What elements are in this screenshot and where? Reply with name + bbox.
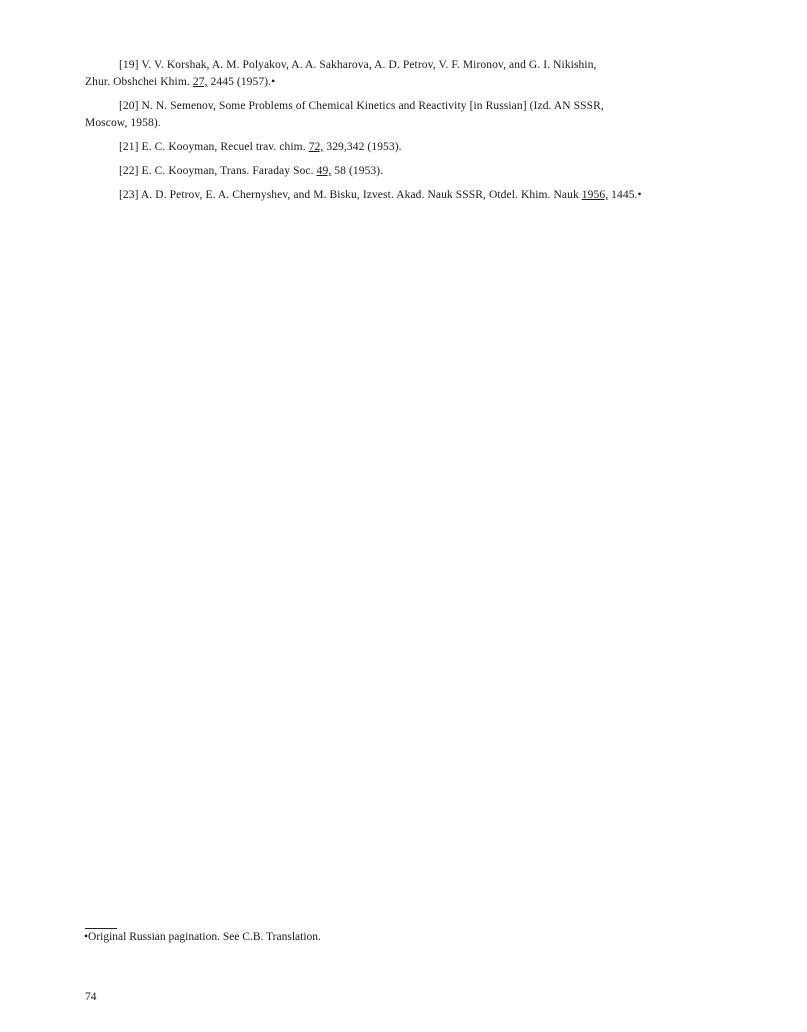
ref-pages: 2445 (1957).• [210,76,276,88]
ref-volume: 1956, [581,189,609,201]
reference-22 [119,163,383,180]
ref-volume: 49, [316,165,332,177]
ref-volume: 27, [192,76,208,88]
ref-number: [20] [119,100,139,112]
reference-23 [119,187,642,204]
ref-text: N. N. Semenov, Some Problems of Chemical Kinetics and Reactivity [in Russian] (Izd. AN SSSR, [141,100,604,112]
footnote-rule [85,928,117,929]
ref-number: [23] [119,189,139,201]
reference-21 [119,139,402,156]
ref-number: [22] [119,165,139,177]
ref-number: [21] [119,141,139,153]
page-number: 74 [85,991,97,1003]
ref-text: V. V. Korshak, A. M. Polyakov, A. A. Sakharova, A. D. Petrov, V. F. Mironov, and G. I. Nikishin, [141,59,597,71]
ref-text: A. D. Petrov, E. A. Chernyshev, and M. Bisku, Izvest. Akad. Nauk SSSR, Otdel. Khim. Nauk [140,189,579,201]
ref-volume: 72, [308,141,324,153]
reference-19-cont [85,74,275,91]
reference-20-cont [85,115,161,132]
ref-journal: Zhur. Obshchei Khim. [85,76,190,88]
ref-number: [19] [119,59,139,71]
ref-text: E. C. Kooyman, Trans. Faraday Soc. [141,165,314,177]
reference-20 [119,98,604,115]
ref-text: Moscow, 1958). [85,117,161,129]
footnote: •Original Russian pagination. See C.B. Translation. [84,931,321,943]
ref-pages: 329,342 (1953). [326,141,402,153]
ref-pages: 58 (1953). [334,165,384,177]
ref-text: E. C. Kooyman, Recuel trav. chim. [141,141,306,153]
ref-pages: 1445.• [611,189,642,201]
reference-19 [119,57,597,74]
